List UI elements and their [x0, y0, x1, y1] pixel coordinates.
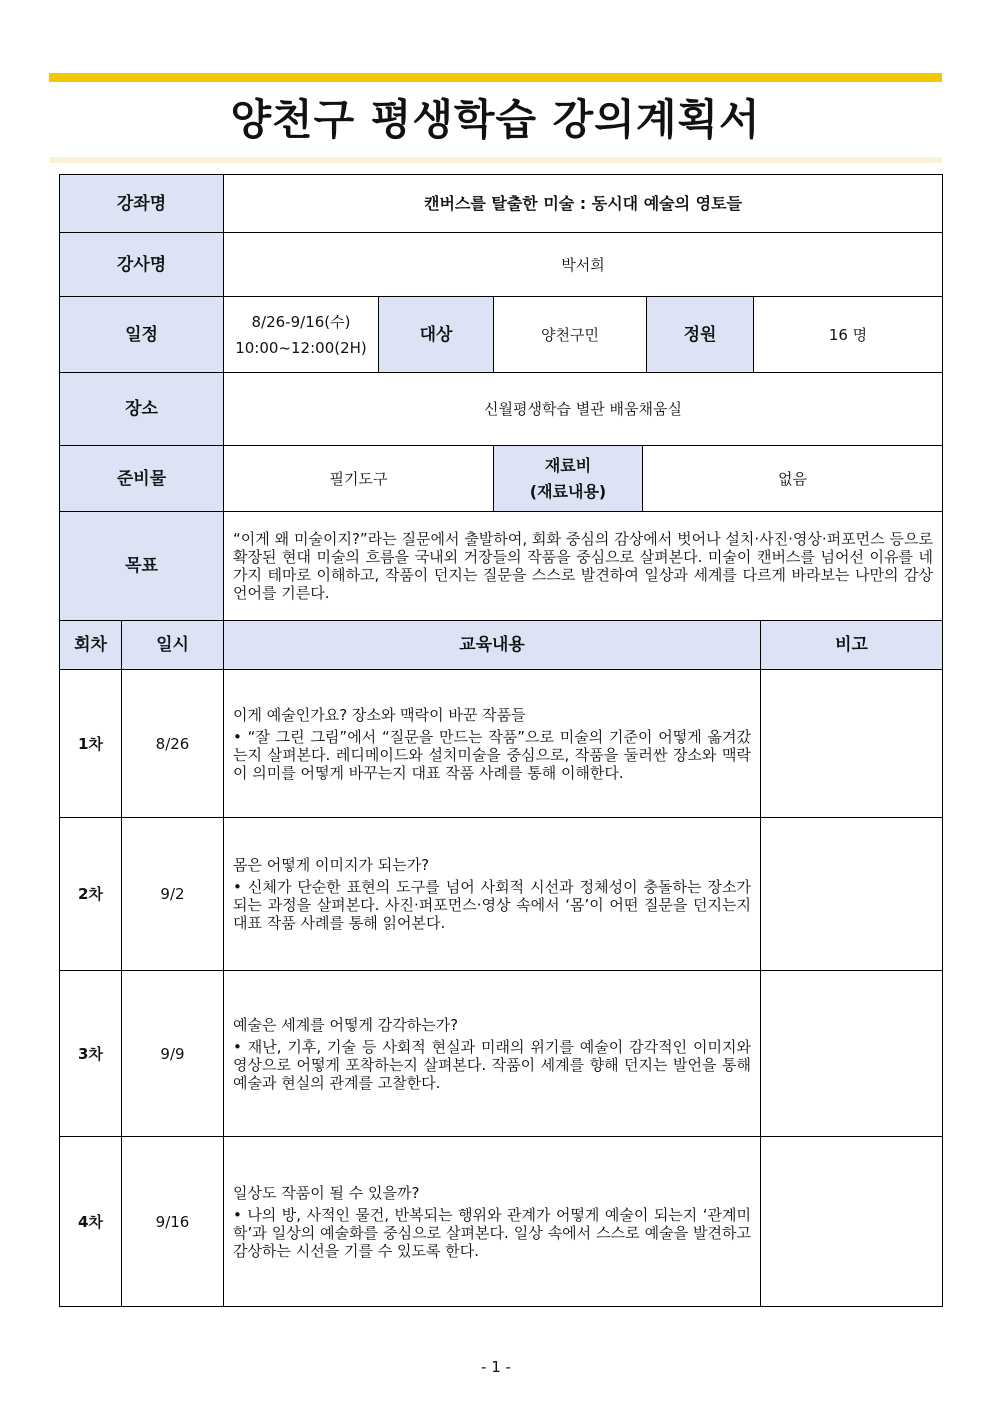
session-note [760, 970, 943, 1137]
title-top-bar [49, 73, 942, 82]
session-note [760, 669, 943, 818]
capacity-value: 16 명 [753, 296, 943, 373]
session-date: 9/9 [121, 970, 224, 1137]
page-number: - 1 - [481, 1358, 511, 1376]
session-round: 1차 [59, 669, 122, 818]
title-bottom-bar [49, 157, 942, 163]
session-desc: • 신체가 단순한 표현의 도구를 넘어 사회적 시선과 정체성이 충돌하는 장소가 되는 과정을 살펴본다. 사진·퍼포먼스·영상 속에서 ‘몸’이 어떤 질문을 던지는지 대표 작품 사례를 통해 읽어본다. [233, 878, 751, 932]
schedule-value [223, 296, 379, 373]
course-name-label: 강좌명 [59, 174, 224, 233]
session-date: 9/16 [121, 1136, 224, 1307]
schedule-time: 10:00~12:00(2H) [235, 338, 367, 357]
schedule-dates: 8/26-9/16(수) [251, 312, 351, 331]
material-value: 없음 [642, 445, 943, 512]
target-value: 양천구민 [493, 296, 647, 373]
session-title: 일상도 작품이 될 수 있을까? [233, 1183, 420, 1202]
session-round: 4차 [59, 1136, 122, 1307]
session-content [223, 970, 761, 1137]
session-content [223, 669, 761, 818]
material-label [493, 445, 643, 512]
session-date: 8/26 [121, 669, 224, 818]
supplies-value: 필기도구 [223, 445, 494, 512]
sessions-header-date: 일시 [121, 620, 224, 670]
session-content [223, 817, 761, 971]
sessions-header-round: 회차 [59, 620, 122, 670]
sessions-header-note: 비고 [760, 620, 943, 670]
goal-text: “이게 왜 미술이지?”라는 질문에서 출발하여, 회화 중심의 감상에서 벗어나 설치·사진·영상·퍼포먼스 등으로 확장된 현대 미술의 흐름을 국내외 거장들의 작품을 중심으로 살펴본다. 미술이 캔버스를 넘어선 이유를 네 가지 테마로 이해하고, 작품이 던지는 질문을 스스로 발견하여 일상과 세계를 다르게 바라보는 나만의 감상 언어를 기른다. [223, 511, 943, 621]
session-desc: • 나의 방, 사적인 물건, 반복되는 행위와 관계가 어떻게 예술이 되는지 ‘관계미학’과 일상의 예술화를 중심으로 살펴본다. 일상 속에서 스스로 예술을 발견하고 감상하는 시선을 기를 수 있도록 한다. [233, 1205, 751, 1260]
session-title: 몸은 어떻게 이미지가 되는가? [233, 856, 430, 874]
material-label-line2: (재료내용) [529, 481, 607, 501]
session-title: 이게 예술인가요? 장소와 맥락이 바꾼 작품들 [233, 705, 526, 724]
course-name-value: 캔버스를 탈출한 미술 : 동시대 예술의 영토들 [223, 174, 943, 233]
sessions-header-content: 교육내용 [223, 620, 761, 670]
page-title: 양천구 평생학습 강의계획서 [230, 95, 761, 144]
session-title: 예술은 세계를 어떻게 감각하는가? [233, 1015, 459, 1034]
session-note [760, 817, 943, 971]
session-desc: • 재난, 기후, 기술 등 사회적 현실과 미래의 위기를 예술이 감각적인 이미지와 영상으로 어떻게 포착하는지 살펴본다. 작품이 세계를 향해 던지는 발언을 통해 예술과 현실의 관계를 고찰한다. [233, 1037, 751, 1092]
target-label: 대상 [378, 296, 494, 373]
session-content [223, 1136, 761, 1307]
session-round: 3차 [59, 970, 122, 1137]
session-date: 9/2 [121, 817, 224, 971]
material-label-line1: 재료비 [544, 455, 592, 475]
session-desc: • “잘 그린 그림”에서 “질문을 만드는 작품”으로 미술의 기준이 어떻게 옮겨갔는지 살펴본다. 레디메이드와 설치미술을 중심으로, 작품을 둘러싼 장소와 맥락이 의미를 어떻게 바꾸는지 대표 작품 사례를 통해 이해한다. [233, 727, 751, 782]
place-value: 신월평생학습 별관 배움채움실 [223, 372, 943, 446]
instructor-label: 강사명 [59, 232, 224, 297]
place-label: 장소 [59, 372, 224, 446]
schedule-label: 일정 [59, 296, 224, 373]
instructor-value: 박서희 [223, 232, 943, 297]
capacity-label: 정원 [646, 296, 754, 373]
goal-label: 목표 [59, 511, 224, 621]
session-note [760, 1136, 943, 1307]
supplies-label: 준비물 [59, 445, 224, 512]
session-round: 2차 [59, 817, 122, 971]
